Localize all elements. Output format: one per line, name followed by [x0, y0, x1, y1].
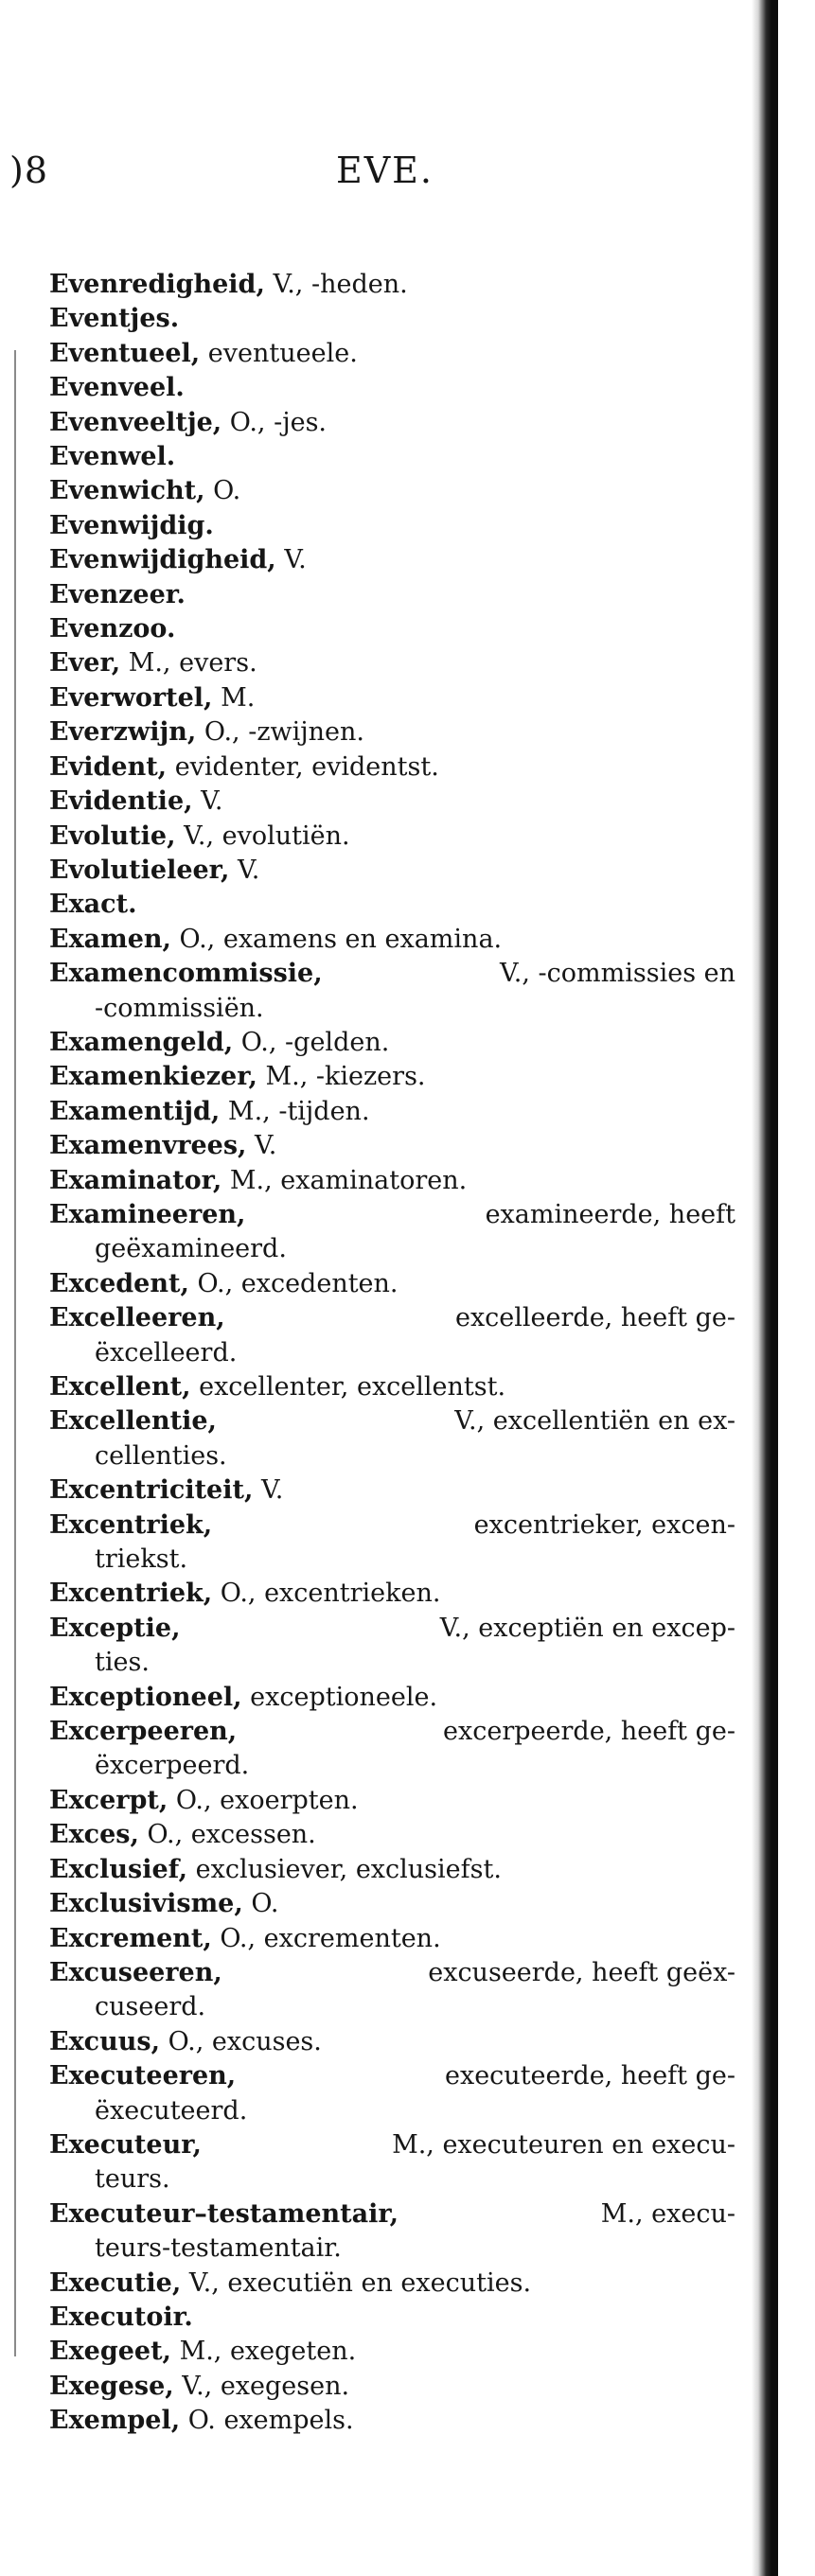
- entry-headword: Excuus,: [49, 2026, 160, 2056]
- entry-line: [49, 2128, 735, 2162]
- entry-headword: Evenwijdig.: [49, 510, 214, 540]
- entry-headword: Exclusief,: [49, 1854, 188, 1884]
- entry-line: [49, 1198, 735, 1232]
- entry-headword: Exces,: [49, 1820, 139, 1850]
- entry-line: [49, 474, 735, 508]
- entry-headword: Executeur,: [49, 2129, 202, 2160]
- entry-headword: Evenveeltje,: [49, 407, 222, 437]
- book-binding-shadow: [752, 0, 778, 2576]
- entry-line: [49, 337, 735, 371]
- entry-line: [49, 302, 735, 336]
- dictionary-entry: [49, 2059, 735, 2128]
- entry-line: [49, 371, 735, 405]
- entry-line: [49, 1956, 735, 1990]
- entry-grammar: V.: [255, 1131, 277, 1161]
- dictionary-entry: [49, 2025, 735, 2059]
- entry-headword: Everzwijn,: [49, 717, 197, 748]
- entry-line: [49, 1922, 735, 1956]
- running-head: EVE.: [336, 150, 434, 191]
- dictionary-entry: [49, 406, 735, 440]
- entry-headword: Evolutieleer,: [49, 855, 230, 885]
- entry-headword: Exclusivisme,: [49, 1889, 243, 1919]
- dictionary-entry: [49, 1853, 735, 1887]
- entry-grammar: O., excrementen.: [220, 1923, 441, 1953]
- dictionary-entry: [49, 440, 735, 474]
- entry-headword: Exact.: [49, 890, 137, 920]
- entry-line: [49, 543, 735, 577]
- dictionary-entry: [49, 612, 735, 646]
- entry-grammar: O., -jes.: [229, 407, 328, 437]
- entry-headword: Excellentie,: [49, 1406, 217, 1437]
- entry-grammar: excelleerde, heeft ge-: [454, 1303, 735, 1333]
- entry-line: [49, 820, 735, 854]
- entry-line: [49, 2301, 735, 2335]
- entry-headword: Evident,: [49, 751, 168, 782]
- entry-line: [49, 268, 735, 302]
- dictionary-entry: [49, 2370, 735, 2404]
- dictionary-entry: [49, 1922, 735, 1956]
- dictionary-entry: [49, 681, 735, 715]
- entry-headword: Evenveel.: [49, 373, 185, 403]
- dictionary-entry: [49, 578, 735, 612]
- dictionary-entry: [49, 543, 735, 577]
- entry-line: [49, 1301, 735, 1335]
- entry-line: [49, 1026, 735, 1060]
- entry-headword: Excentriciteit,: [49, 1475, 254, 1506]
- entry-continuation: teurs.: [95, 2164, 170, 2195]
- entry-grammar: O.: [213, 476, 241, 506]
- dictionary-entry: [49, 1370, 735, 1404]
- entry-line: [49, 715, 735, 750]
- entry-line: [49, 1818, 735, 1852]
- dictionary-entry: [49, 337, 735, 371]
- entry-grammar: excellenter, excellentst.: [199, 1372, 506, 1402]
- entry-line: [49, 1404, 735, 1438]
- entry-headword: Evenredigheid,: [49, 270, 265, 299]
- dictionary-entry: [49, 509, 735, 543]
- entry-line: [49, 2197, 735, 2232]
- dictionary-entry: [49, 646, 735, 680]
- entry-continuation: ëxecuteerd.: [95, 2095, 248, 2126]
- entry-headword: Eventjes.: [49, 304, 180, 334]
- entry-line: [49, 2370, 735, 2404]
- entry-grammar: V.: [237, 855, 260, 885]
- dictionary-entry: [49, 2335, 735, 2369]
- entry-grammar: O., excuses.: [168, 2026, 322, 2056]
- entry-grammar: M., examinatoren.: [229, 1165, 468, 1195]
- entry-line: [49, 1784, 735, 1818]
- entry-grammar: M., evers.: [128, 648, 257, 679]
- dictionary-entry: [49, 2128, 735, 2197]
- entry-continuation: cuseerd.: [95, 1992, 206, 2022]
- entry-grammar: exceptioneele.: [250, 1682, 438, 1712]
- entry-line: [49, 646, 735, 680]
- entry-headword: Exceptioneel,: [49, 1682, 242, 1712]
- entry-line: [49, 750, 735, 785]
- dictionary-entry: [49, 2267, 735, 2301]
- entry-headword: Evenzeer.: [49, 579, 186, 609]
- dictionary-entry: [49, 1404, 735, 1473]
- left-margin-rule: [14, 350, 16, 2356]
- dictionary-entry: [49, 1784, 735, 1818]
- entry-headword: Examineeren,: [49, 1199, 246, 1229]
- entry-headword: Eventueel,: [49, 338, 201, 368]
- entry-line: [49, 612, 735, 646]
- dictionary-entry: [49, 302, 735, 336]
- entry-continuation: triekst.: [95, 1544, 188, 1575]
- dictionary-entry: [49, 371, 735, 405]
- entry-grammar: V., exegesen.: [182, 2371, 350, 2401]
- entry-line: [49, 1095, 735, 1129]
- entry-line: [49, 2059, 735, 2093]
- dictionary-entry: [49, 268, 735, 302]
- entry-grammar: M., executeuren en execu-: [392, 2129, 735, 2160]
- dictionary-entry: [49, 2301, 735, 2335]
- entry-continuation: -commissiën.: [95, 993, 264, 1023]
- entry-headword: Exegeet,: [49, 2337, 171, 2367]
- dictionary-entry: [49, 1681, 735, 1715]
- entry-grammar: V.: [201, 786, 223, 817]
- dictionary-entry: [49, 1267, 735, 1301]
- entry-line: [49, 406, 735, 440]
- entry-headword: Ever,: [49, 648, 121, 679]
- entry-headword: Excelleeren,: [49, 1303, 225, 1333]
- entry-line: [49, 957, 735, 991]
- entry-headword: Evenzoo.: [49, 614, 176, 644]
- entry-headword: Evidentie,: [49, 786, 193, 817]
- entry-headword: Excedent,: [49, 1268, 189, 1298]
- entry-headword: Everwortel,: [49, 682, 213, 713]
- entry-grammar: excerpeerde, heeft ge-: [443, 1717, 735, 1747]
- entry-headword: Excentriek,: [49, 1509, 213, 1540]
- entry-grammar: evidenter, evidentst.: [174, 751, 439, 782]
- entry-grammar: O., excentrieken.: [220, 1579, 441, 1609]
- entry-continuation: geëxamineerd.: [95, 1234, 287, 1264]
- dictionary-entry: [49, 888, 735, 922]
- entry-line: [49, 1887, 735, 1921]
- entry-headword: Evenwijdigheid,: [49, 545, 276, 575]
- dictionary-entry: [49, 854, 735, 888]
- entry-line: [49, 440, 735, 474]
- entry-line: [49, 1715, 735, 1749]
- entry-line: [49, 578, 735, 612]
- dictionary-entry: [49, 2404, 735, 2438]
- entry-headword: Examinator,: [49, 1165, 222, 1195]
- dictionary-entry: [49, 1129, 735, 1163]
- entry-headword: Examen,: [49, 924, 171, 954]
- entry-headword: Excellent,: [49, 1372, 191, 1402]
- entry-headword: Executeeren,: [49, 2061, 237, 2091]
- entry-headword: Examentijd,: [49, 1096, 221, 1126]
- entry-grammar: V., executiën en executies.: [188, 2267, 532, 2298]
- entry-line: [49, 854, 735, 888]
- dictionary-entry: [49, 1198, 735, 1267]
- entry-headword: Exceptie,: [49, 1613, 181, 1643]
- entry-continuation: ëxcelleerd.: [95, 1337, 238, 1367]
- entry-line: [49, 681, 735, 715]
- entry-headword: Excerpeeren,: [49, 1717, 238, 1747]
- entry-line: [49, 1681, 735, 1715]
- dictionary-entry: [49, 715, 735, 750]
- entry-headword: Exempel,: [49, 2406, 181, 2436]
- dictionary-entry: [49, 820, 735, 854]
- entry-line: [49, 1370, 735, 1404]
- entry-line: [49, 1612, 735, 1646]
- entry-grammar: O.: [251, 1889, 279, 1919]
- entry-grammar: O., -zwijnen.: [204, 717, 365, 748]
- page-edge: [778, 0, 815, 2576]
- entry-grammar: exclusiever, exclusiefst.: [195, 1854, 502, 1884]
- dictionary-entry: [49, 1473, 735, 1508]
- entry-grammar: V., -commissies en: [500, 959, 735, 989]
- entry-line: [49, 1164, 735, 1198]
- entry-continuation: ëxcerpeerd.: [95, 1751, 250, 1781]
- entry-grammar: M.: [221, 682, 256, 713]
- entry-line: [49, 1853, 735, 1887]
- page-number: )8: [9, 150, 49, 191]
- entry-grammar: O., examens en examina.: [179, 924, 503, 954]
- entry-line: [49, 1060, 735, 1094]
- entry-headword: Executeur–testamentair,: [49, 2198, 399, 2229]
- entry-headword: Evenwicht,: [49, 476, 205, 506]
- dictionary-entry: [49, 785, 735, 819]
- entry-continuation: teurs-testamentair.: [95, 2233, 342, 2264]
- dictionary-entry: [49, 923, 735, 957]
- entry-line: [49, 1267, 735, 1301]
- dictionary-entry: [49, 1612, 735, 1681]
- entry-grammar: V., excellentiën en ex-: [454, 1406, 735, 1437]
- entry-headword: Evenwel.: [49, 442, 176, 472]
- dictionary-entry: [49, 750, 735, 785]
- entry-grammar: M., execu-: [600, 2198, 735, 2229]
- entry-grammar: examineerde, heeft: [485, 1199, 735, 1229]
- entry-grammar: eventueele.: [207, 338, 358, 368]
- dictionary-entry: [49, 1026, 735, 1060]
- entry-grammar: O. exempels.: [187, 2406, 354, 2436]
- entry-headword: Examencommissie,: [49, 959, 323, 989]
- dictionary-entry: [49, 1301, 735, 1370]
- dictionary-entry: [49, 1060, 735, 1094]
- dictionary-entry: [49, 1818, 735, 1852]
- dictionary-entry: [49, 1509, 735, 1578]
- dictionary-entry: [49, 957, 735, 1026]
- entry-line: [49, 2404, 735, 2438]
- entry-grammar: V.: [260, 1475, 284, 1506]
- entry-line: [49, 1129, 735, 1163]
- entry-headword: Examengeld,: [49, 1027, 234, 1057]
- entry-grammar: M., exegeten.: [179, 2337, 357, 2367]
- entry-grammar: V., exceptiën en excep-: [439, 1613, 735, 1643]
- entry-grammar: O., exoerpten.: [175, 1785, 359, 1815]
- entry-headword: Excentriek,: [49, 1579, 213, 1609]
- entry-grammar: V.: [284, 545, 307, 575]
- entry-headword: Exegese,: [49, 2371, 174, 2401]
- entry-headword: Excuseeren,: [49, 1957, 222, 1987]
- entry-line: [49, 888, 735, 922]
- entry-line: [49, 1509, 735, 1543]
- entry-grammar: O., excessen.: [147, 1820, 316, 1850]
- dictionary-entry: [49, 1956, 735, 2025]
- entry-grammar: executeerde, heeft ge-: [445, 2061, 735, 2091]
- entry-line: [49, 785, 735, 819]
- entry-headword: Executie,: [49, 2267, 182, 2298]
- entry-headword: Examenvrees,: [49, 1131, 247, 1161]
- dictionary-entry: [49, 1095, 735, 1129]
- entry-line: [49, 2335, 735, 2369]
- entry-continuation: cellenties.: [95, 1440, 227, 1471]
- entry-grammar: O., excedenten.: [197, 1268, 399, 1298]
- entry-list: [49, 268, 735, 2439]
- entry-line: [49, 2267, 735, 2301]
- dictionary-entry: [49, 1715, 735, 1784]
- entry-headword: Executoir.: [49, 2302, 193, 2332]
- entry-grammar: excuseerde, heeft geëx-: [428, 1957, 735, 1987]
- entry-grammar: V., evolutiën.: [184, 820, 350, 851]
- entry-grammar: M., -kiezers.: [265, 1062, 426, 1092]
- entry-headword: Excrement,: [49, 1923, 212, 1953]
- entry-headword: Excerpt,: [49, 1785, 168, 1815]
- dictionary-entry: [49, 1577, 735, 1611]
- entry-line: [49, 509, 735, 543]
- entry-headword: Examenkiezer,: [49, 1062, 257, 1092]
- entry-grammar: V., -heden.: [273, 270, 408, 299]
- entry-continuation: ties.: [95, 1648, 150, 1678]
- dictionary-entry: [49, 474, 735, 508]
- dictionary-entry: [49, 1164, 735, 1198]
- entry-line: [49, 1577, 735, 1611]
- entry-line: [49, 1473, 735, 1508]
- dictionary-entry: [49, 1887, 735, 1921]
- entry-line: [49, 923, 735, 957]
- entry-headword: Evolutie,: [49, 820, 176, 851]
- entry-grammar: O., -gelden.: [240, 1027, 390, 1057]
- entry-grammar: excentrieker, excen-: [473, 1509, 735, 1540]
- entry-grammar: M., -tijden.: [227, 1096, 370, 1126]
- entry-line: [49, 2025, 735, 2059]
- dictionary-entry: [49, 2197, 735, 2267]
